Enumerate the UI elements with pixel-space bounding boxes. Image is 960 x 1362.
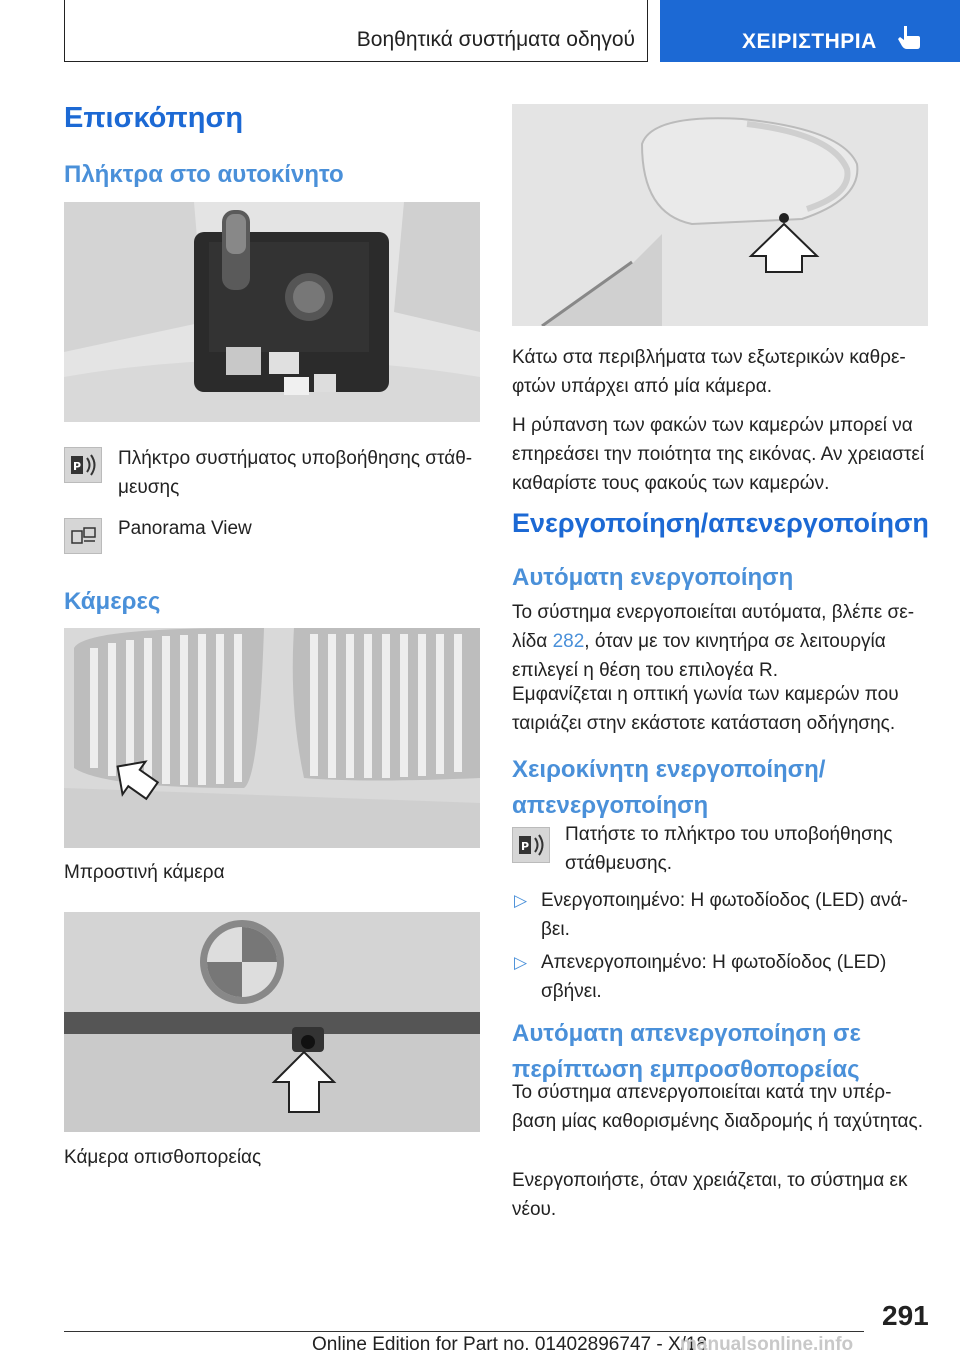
panorama-view-icon: [64, 518, 102, 554]
page-title: Επισκόπηση: [64, 102, 244, 134]
manual-text: Πατήστε το πλήκτρο του υποβοήθησης στάθμευσης.: [565, 824, 893, 874]
front-camera-photo: [64, 628, 480, 848]
bullet-on-text: Ενεργοποιημένο: Η φωτοδίοδος (LED) ανάβει.: [541, 890, 908, 940]
rear-camera-caption: Κάμερα οπισθοπορείας: [64, 1147, 262, 1168]
auto-off-heading-line2: περίπτωση εμπροσθοπορείας: [512, 1056, 860, 1083]
parking-assist-icon: [512, 827, 550, 863]
front-camera-caption: Μπροστινή κάμερα: [64, 862, 225, 883]
auto-on-text-part2: , όταν με τον κινητήρα σε λειτουργία επιλεγεί η θέση του επιλογέα R.: [512, 631, 886, 681]
lens-dirt-text: Η ρύπανση των φακών των καμερών μπορεί να επηρεάσει την ποιότητα της εικόνας. Αν χρειαστεί καθαρίστε τους φακούς των καμερών.: [512, 415, 925, 494]
auto-on-text-part1: Το σύστημα ενεργοποιείται αυτόματα, βλέπε σελίδα: [512, 602, 915, 652]
svg-text:P: P: [521, 840, 530, 853]
bullet-off-text: Απενεργοποιημένο: Η φωτοδίοδος (LED) σβήνει.: [541, 952, 887, 1002]
watermark: manualsonline.info: [680, 1334, 854, 1355]
page-number: 291: [882, 1300, 929, 1331]
header-section-box: [64, 0, 648, 62]
auto-on-heading: Αυτόματη ενεργοποίηση: [512, 564, 794, 591]
manual-heading: [512, 752, 825, 824]
buttons-heading: Πλήκτρα στο αυτοκίνητο: [64, 161, 344, 188]
footer-divider: [64, 1331, 864, 1332]
mirror-camera-photo: [512, 104, 928, 326]
cameras-heading: Κάμερες: [64, 588, 161, 615]
pdc-button-text: Πλήκτρο συστήματος υποβοήθησης στάθμευσης: [118, 448, 473, 498]
activation-heading: Ενεργοποίηση/απενεργοποίηση: [512, 508, 929, 538]
auto-on-view-text: Εμφανίζεται η οπτική γωνία των καμερών που ταιριάζει στην εκάστοτε κατάσταση οδήγησης.: [512, 684, 899, 734]
edition-footer: Online Edition for Part no. 01402896747 - X/18: [312, 1334, 708, 1355]
parking-assist-icon: [64, 447, 102, 483]
auto-off-heading-line1: Αυτόματη απενεργοποίηση σε: [512, 1020, 861, 1047]
bullet-triangle-icon: ▷: [514, 891, 528, 910]
panorama-button-text: Panorama View: [118, 518, 252, 539]
manual-heading-line2: απενεργοποίηση: [512, 792, 709, 819]
header-chapter-tab: [660, 0, 960, 62]
mirror-camera-text: Κάτω στα περιβλήματα των εξωτερικών καθρεφτών υπάρχει από μία κάμερα.: [512, 347, 906, 397]
svg-text:P: P: [73, 460, 82, 473]
reactivate-text: Ενεργοποιήστε, όταν χρειάζεται, το σύστημα εκ νέου.: [512, 1170, 908, 1220]
header-chapter-title: ΧΕΙΡΙΣΤΗΡΙΑ: [742, 30, 877, 53]
page-ref-link[interactable]: 282: [552, 631, 585, 652]
hand-pointer-icon: [896, 24, 922, 50]
console-photo: [64, 202, 480, 422]
auto-off-text: Το σύστημα απενεργοποιείται κατά την υπέρβαση μίας καθορισμένης διαδρομής ή ταχύτητας.: [512, 1082, 923, 1132]
rear-camera-photo: [64, 912, 480, 1132]
bullet-triangle-icon: ▷: [514, 953, 528, 972]
header-section-title: Βοηθητικά συστήματα οδηγού: [356, 28, 635, 51]
auto-on-text: [512, 598, 928, 685]
manual-heading-line1: Χειροκίνητη ενεργοποίηση/: [512, 756, 826, 783]
